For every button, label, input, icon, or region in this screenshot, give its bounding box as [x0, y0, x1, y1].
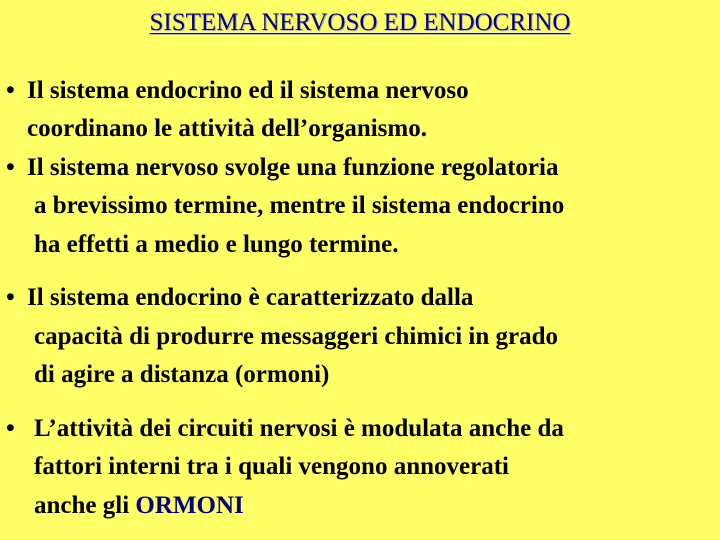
- slide-title: SISTEMA NERVOSO ED ENDOCRINO: [149, 9, 571, 36]
- ormoni-highlight: ORMONI: [135, 492, 244, 519]
- bullet-3-line-1: Il sistema endocrino è caratterizzato dalla: [27, 284, 474, 311]
- bullet-marker: •: [6, 415, 15, 442]
- bullet-4-line-3: [34, 487, 244, 526]
- bullet-4-line-2: fattori interni tra i quali vengono annoverati: [34, 453, 509, 480]
- bullet-4-line-3-text: anche gli: [34, 492, 130, 519]
- bullet-marker: •: [6, 77, 15, 104]
- bullet-3-line-3: di agire a distanza (ormoni): [34, 361, 330, 388]
- bullet-2-line-1: Il sistema nervoso svolge una funzione regolatoria: [27, 154, 559, 181]
- bullet-2-line-2: a brevissimo termine, mentre il sistema endocrino: [34, 192, 565, 219]
- bullet-4-line-1: L’attività dei circuiti nervosi è modulata anche da: [34, 415, 564, 442]
- bullet-marker: •: [6, 284, 15, 311]
- bullet-marker: •: [6, 154, 15, 181]
- bullet-2-line-3: ha effetti a medio e lungo termine.: [34, 231, 399, 258]
- bullet-1-line-2: coordinano le attività dell’organismo.: [27, 115, 427, 142]
- bullet-1-line-1: Il sistema endocrino ed il sistema nervoso: [27, 77, 469, 104]
- bullet-3-line-2: capacità di produrre messaggeri chimici in grado: [34, 323, 559, 350]
